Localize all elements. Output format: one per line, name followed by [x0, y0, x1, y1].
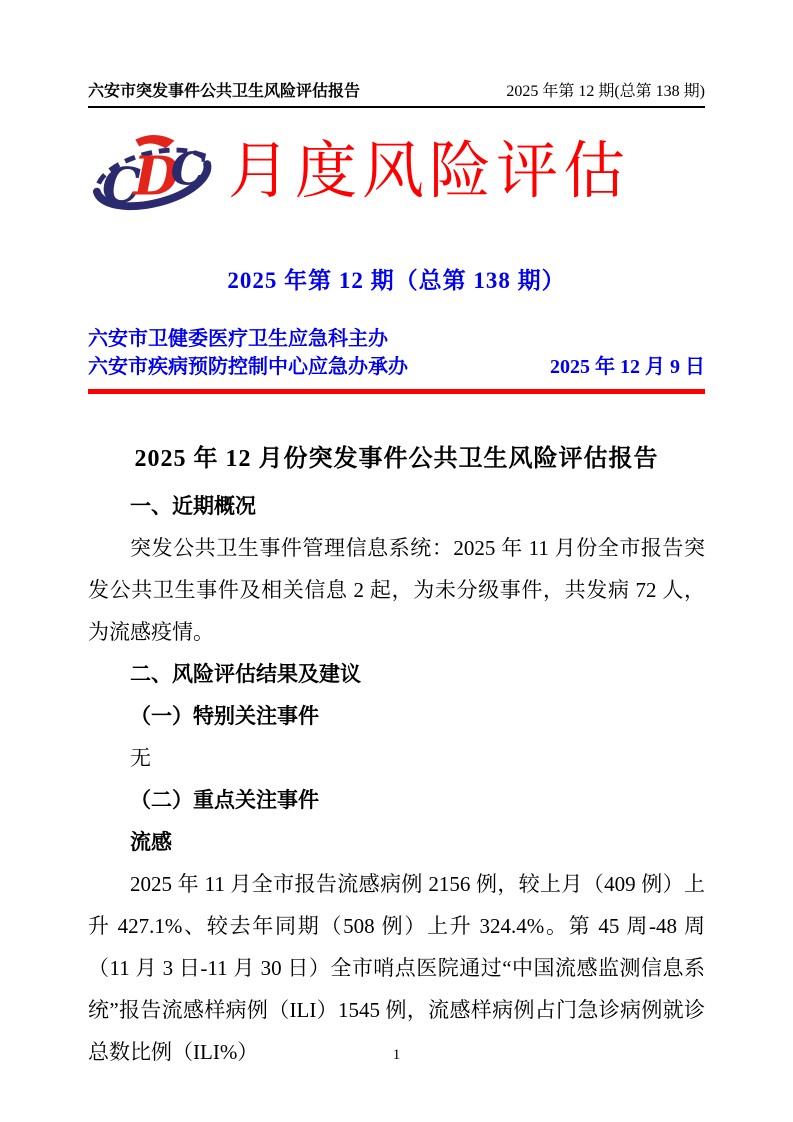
- running-header: [88, 78, 705, 108]
- report-content: [88, 485, 705, 1073]
- masthead-title: 月度风险评估: [228, 138, 631, 206]
- running-header-issue: 2025 年第 12 期(总第 138 期): [506, 83, 705, 100]
- section2-heading: 二、风险评估结果及建议: [130, 662, 361, 686]
- page-number: 1: [392, 1047, 401, 1063]
- section2-sub1-heading: （一）特别关注事件: [130, 704, 319, 728]
- organizer-text: 六安市疾病预防控制中心应急办承办: [88, 356, 408, 378]
- issue-date: 2025 年 12 月 9 日: [550, 356, 705, 378]
- host-line: [88, 325, 705, 353]
- svg-text:D: D: [133, 145, 180, 208]
- svg-text:C: C: [102, 156, 142, 215]
- organizer-block: [88, 325, 705, 381]
- cdc-logo-icon: [88, 124, 216, 220]
- section2-sub2-heading: （二）重点关注事件: [130, 788, 319, 812]
- organizer-line: [88, 353, 705, 381]
- masthead: [88, 122, 705, 222]
- masthead-divider: [88, 389, 705, 394]
- section1-heading: 一、近期概况: [130, 494, 256, 518]
- report-title: 2025 年 12 月份突发事件公共卫生风险评估报告: [134, 446, 659, 472]
- flu-paragraph: 2025 年 11 月全市报告流感病例 2156 例，较上月（409 例）上升 427.1%、较去年同期（508 例）上升 324.4%。第 45 周-48 周（11 月 3 日-11 月 30 日）全市哨点医院通过“中国流感监测信息系统”报告流感样病例（ILI）1545 例，流感样病例占门急诊病例就诊总数比例（ILI%）: [88, 872, 705, 1064]
- host-text: 六安市卫健委医疗卫生应急科主办: [88, 328, 388, 350]
- section2-sub1-content: 无: [130, 746, 151, 770]
- svg-text:C: C: [170, 142, 207, 196]
- section1-paragraph: 突发公共卫生事件管理信息系统：2025 年 11 月份全市报告突发公共卫生事件及相关信息 2 起，为未分级事件，共发病 72 人，为流感疫情。: [88, 536, 705, 644]
- issue-line: 2025 年第 12 期（总第 138 期）: [227, 268, 566, 293]
- running-header-title: 六安市突发事件公共卫生风险评估报告: [88, 83, 361, 100]
- flu-heading: 流感: [130, 830, 172, 854]
